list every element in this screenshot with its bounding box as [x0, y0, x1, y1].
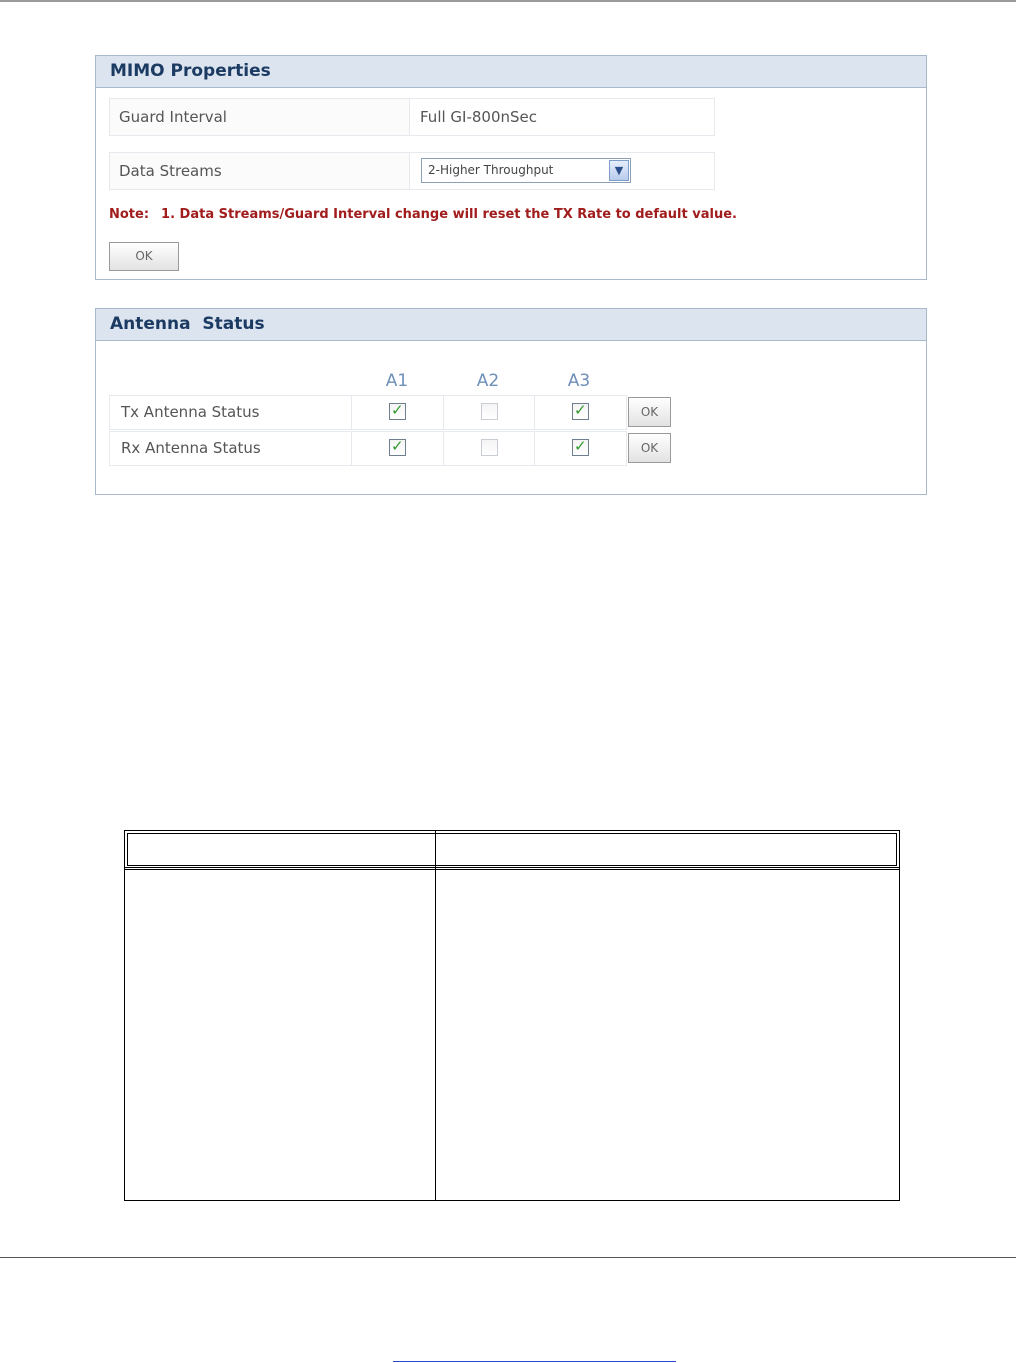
check-icon: ✓ [391, 401, 404, 419]
footer-link-underline[interactable] [393, 1361, 676, 1362]
tx-ok-button[interactable]: OK [628, 397, 671, 427]
tx-a1-checkbox[interactable] [389, 403, 406, 420]
document-table-column-divider [435, 831, 436, 1200]
guard-interval-row [109, 98, 715, 136]
note-message: 1. Data Streams/Guard Interval change will reset the TX Rate to default value. [161, 207, 737, 222]
check-icon: ✓ [574, 401, 587, 419]
rx-ok-button[interactable]: OK [628, 433, 671, 463]
tx-a2-checkbox[interactable] [481, 403, 498, 420]
chevron-down-icon[interactable]: ▼ [609, 160, 629, 181]
column-header-a2: A2 [476, 371, 500, 391]
data-streams-label: Data Streams [110, 153, 410, 189]
data-streams-selected-value: 2-Higher Throughput [428, 163, 554, 177]
rx-a1-checkbox[interactable] [389, 439, 406, 456]
note-prefix: Note: [109, 207, 150, 222]
tx-antenna-label: Tx Antenna Status [110, 396, 352, 429]
column-header-a3: A3 [567, 371, 591, 391]
tx-antenna-row [109, 395, 627, 430]
data-streams-row [109, 152, 715, 190]
top-rule [0, 0, 1016, 2]
rx-antenna-label: Rx Antenna Status [110, 432, 352, 465]
check-icon: ✓ [574, 437, 587, 455]
antenna-panel-title: Antenna Status [96, 309, 926, 341]
guard-interval-value: Full GI-800nSec [420, 108, 538, 126]
mimo-ok-button[interactable]: OK [109, 242, 179, 271]
mimo-properties-panel [95, 55, 927, 280]
antenna-status-panel [95, 308, 927, 495]
guard-interval-label: Guard Interval [110, 99, 410, 135]
rx-a2-checkbox[interactable] [481, 439, 498, 456]
rx-a3-checkbox[interactable] [572, 439, 589, 456]
rx-antenna-row [109, 431, 627, 466]
check-icon: ✓ [391, 437, 404, 455]
document-table-header-inner [127, 833, 897, 866]
data-streams-select[interactable] [421, 158, 631, 183]
mimo-panel-title: MIMO Properties [96, 56, 926, 88]
column-header-a1: A1 [385, 371, 409, 391]
footer-rule [0, 1257, 1016, 1258]
document-table [124, 830, 900, 1201]
note-text [109, 207, 737, 222]
tx-a3-checkbox[interactable] [572, 403, 589, 420]
